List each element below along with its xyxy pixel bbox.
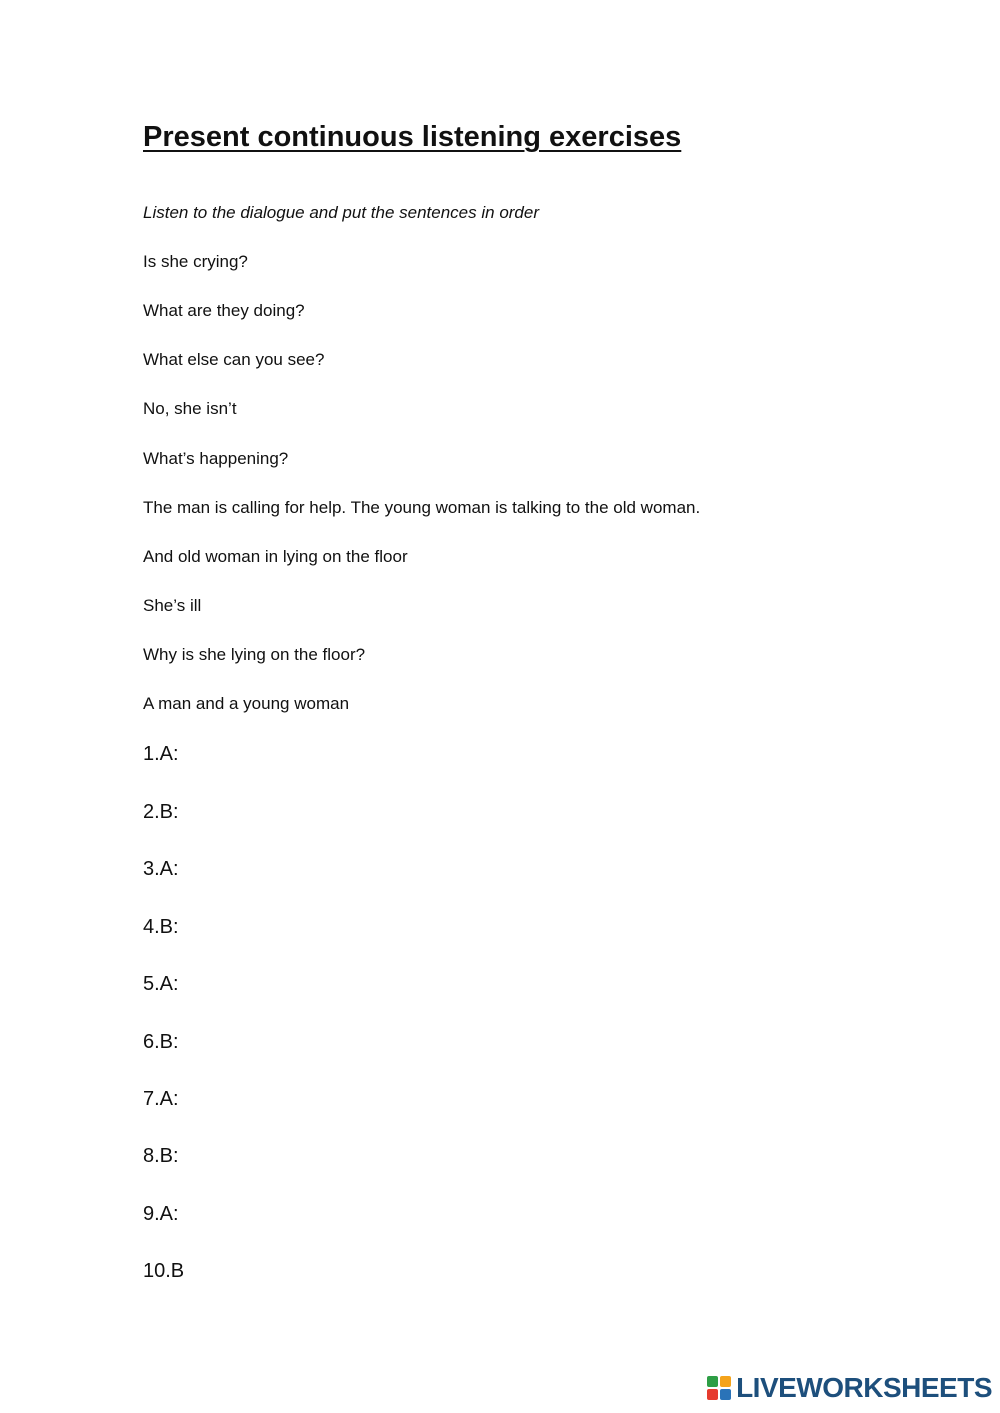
- logo-block: [720, 1389, 731, 1400]
- logo-block: [720, 1376, 731, 1387]
- sentence-item: What else can you see?: [143, 350, 325, 369]
- sentence-item: And old woman in lying on the floor: [143, 547, 408, 566]
- answer-line-1: 1.A:: [143, 743, 179, 765]
- logo-block: [707, 1389, 718, 1400]
- page-title: Present continuous listening exercises: [143, 121, 682, 153]
- answer-line-10: 10.B: [143, 1260, 185, 1282]
- answer-line-2: 2.B:: [143, 801, 179, 823]
- instruction-text: Listen to the dialogue and put the sentences in order: [143, 203, 540, 222]
- answer-line-8: 8.B:: [143, 1145, 179, 1167]
- sentence-item: Why is she lying on the floor?: [143, 645, 366, 664]
- sentence-item: What are they doing?: [143, 301, 305, 320]
- answer-line-6: 6.B:: [143, 1031, 179, 1053]
- logo-blocks-icon: [707, 1376, 731, 1400]
- answer-line-3: 3.A:: [143, 858, 179, 880]
- sentence-item: Is she crying?: [143, 252, 248, 271]
- logo-text: LIVEWORKSHEETS: [736, 1372, 992, 1403]
- answer-line-4: 4.B:: [143, 916, 179, 938]
- sentence-item: She’s ill: [143, 596, 202, 615]
- answer-line-5: 5.A:: [143, 973, 179, 995]
- sentence-item: The man is calling for help. The young woman is talking to the old woman.: [143, 498, 701, 517]
- answer-line-7: 7.A:: [143, 1088, 179, 1110]
- sentence-item: No, she isn’t: [143, 399, 237, 418]
- logo-block: [707, 1376, 718, 1387]
- sentence-item: A man and a young woman: [143, 694, 350, 713]
- sentence-item: What’s happening?: [143, 449, 289, 468]
- answer-line-9: 9.A:: [143, 1203, 179, 1225]
- liveworksheets-logo: [707, 1371, 992, 1405]
